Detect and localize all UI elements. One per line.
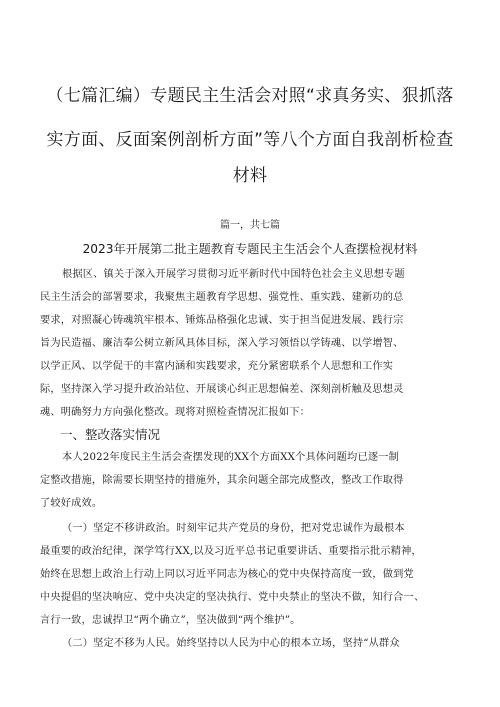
intro-line: 要求，对照凝心铸魂筑牢根本、锤炼品格强化忠诚、实于担当促进发展、践行宗: [40, 315, 404, 326]
main-title-line-1: （七篇汇编）专题民主生活会对照“求真务实、狠抓落: [46, 86, 454, 106]
paragraph-line: （二）坚定不移为人民。始终坚持以人民为中心的根本立场，坚持“从群众: [62, 638, 400, 649]
paragraph-line: 定整改措施，除需要长期坚持的措施外，其余问题全部完成整改，整改工作取得: [40, 475, 404, 486]
article-number-subheading: 篇一，共七篇: [220, 220, 280, 231]
paragraph-line: 中央提倡的坚决响应、党中央决定的坚决执行、党中央禁止的坚决不做，知行合一、: [40, 592, 425, 603]
intro-line: 旨为民造福、廉洁奉公树立新风具体目标，深入学习领悟以学铸魂、以学增智、: [40, 338, 404, 349]
paragraph-line: （一）坚定不移讲政治。时刻牢记共产党员的身份，把对党忠诚作为最根本: [62, 523, 405, 534]
intro-line: 民主生活会的部署要求，我聚焦主题教育学思想、强党性、重实践、建新功的总: [40, 292, 404, 303]
intro-line: 以学正风、以学促干的丰富内涵和实践要求，充分紧密联系个人思想和工作实: [40, 361, 394, 372]
main-title-line-2: 实方面、反面案例剖析方面”等八个方面自我剖析检查: [46, 130, 454, 150]
paragraph-line: 了较好成效。: [40, 498, 103, 509]
intro-line: 际，坚持深入学习提升政治站位、开展谈心纠正思想偏差、深刻剖析触及思想灵: [40, 384, 404, 395]
section-heading-rectification: 一、整改落实情况: [60, 427, 161, 442]
document-title: 2023年开展第二批主题教育专题民主生活会个人查摆检视材料: [82, 242, 418, 256]
main-title-line-3: 材料: [232, 166, 268, 186]
paragraph-line: 本人2022年度民主生活会查摆发现的XX个方面XX个具体问题均已逐一制: [62, 452, 399, 463]
paragraph-line: 始终在思想上政治上行动上同以习近平同志为核心的党中央保持高度一致，做到党: [40, 569, 414, 580]
paragraph-line: 言行一致，忠诚捍卫“两个确立”，坚决做到“两个维护”。: [40, 615, 301, 626]
intro-line: 根据区、镇关于深入开展学习贯彻习近平新时代中国特色社会主义思想专题: [62, 269, 405, 280]
intro-line: 魂、明确努力方向强化整改。现将对照检查情况汇报如下：: [40, 407, 311, 418]
paragraph-line: 最重要的政治纪律，深学笃行XX,以及习近平总书记重要讲话、重要指示批示精神，: [40, 546, 422, 557]
